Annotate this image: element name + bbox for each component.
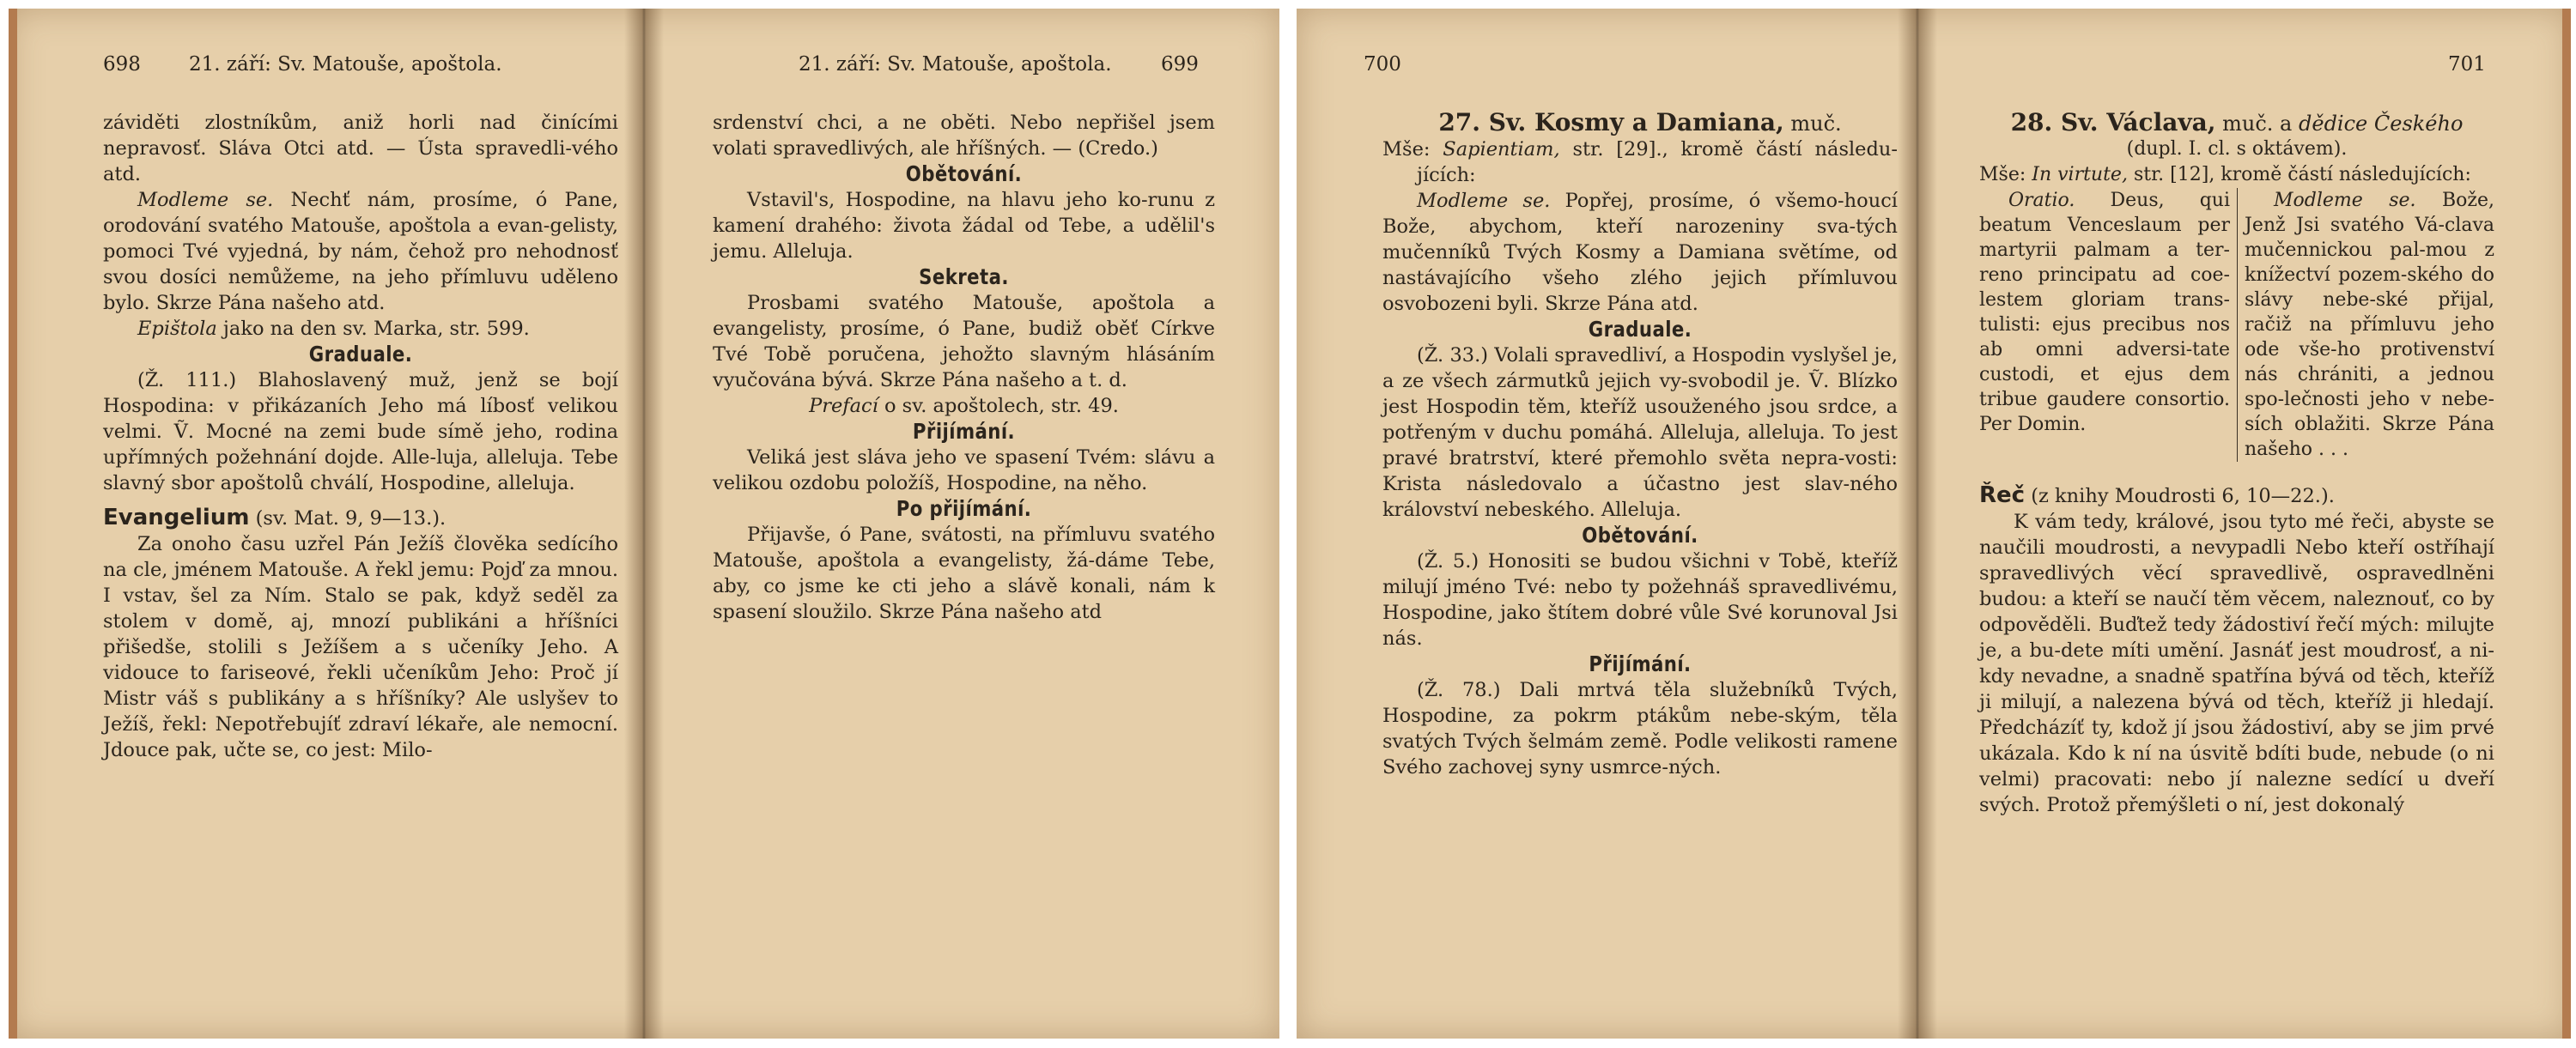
paragraph-text: Prosbami svatého Matouše, apoštola a evangelisty, prosíme, ó Pane, budiž oběť Církve Tvé Tobě poručena, jehožto slavným hlásáním vyučována bývá. Skrze Pána našeho a t. d. <box>713 292 1215 391</box>
page-number: 699 <box>1161 53 1199 76</box>
feast-date: 28. <box>2010 108 2053 136</box>
paragraph-text: Nechť nám, prosíme, ó Pane, orodování svatého Matouše, apoštola a evan-gelisty, pomoci Tvé vyjedná, by nám, čehož pro nehodnosť svou dosíci nemůžeme, na jeho přímluvu uděleno bylo. Skrze Pána našeho atd. <box>103 189 618 314</box>
paragraph-text: str. [29]., kromě částí následu-jících: <box>1417 138 1898 186</box>
paragraph <box>713 445 1215 496</box>
paragraph <box>1382 677 1898 780</box>
page-paragraphs <box>1979 482 2494 818</box>
section-heading: Sekreta. <box>919 264 1009 289</box>
paragraph-text: o sv. apoštolech, str. 49. <box>878 395 1119 417</box>
paragraph-text: (z knihy Moudrosti 6, 10—22.). <box>2025 485 2335 507</box>
paragraph <box>1382 342 1898 523</box>
feast-subtitle: dědice Českého <box>2299 112 2464 136</box>
feast-title <box>1979 110 2494 136</box>
page-698 <box>43 9 661 1039</box>
italic-lead: Modleme se. <box>1417 190 1551 212</box>
paragraph <box>1382 188 1898 317</box>
feast-title <box>1382 110 1898 136</box>
paragraph <box>103 531 618 763</box>
paragraph <box>103 505 618 531</box>
paragraph-text: (Ž. 78.) Dali mrtvá těla služebníků Tvých, Hospodine, za pokrm ptákům nebe-ským, těla svatých Tvých šelmám země. Podle velikosti ramene Svého zachovej syny usmrce-ných. <box>1382 679 1898 778</box>
paragraph <box>103 110 618 187</box>
book-edge <box>2562 9 2571 1039</box>
page-text <box>713 110 1215 625</box>
page-header <box>1936 53 2555 82</box>
feast-name: Sv. Kosmy a Damiana, <box>1488 108 1784 136</box>
feast-rank: muč. a <box>2215 112 2299 136</box>
running-title: 21. září: Sv. Matouše, apoštola. <box>189 53 502 76</box>
paragraph <box>713 522 1215 625</box>
czech-lead: Modleme se. <box>2274 190 2416 211</box>
lead-text: Mše: <box>1382 138 1443 161</box>
paragraph-text: K vám tedy, králové, jsou tyto mé řeči, abyste se naučili moudrosti, a nevypadli Nebo kteří ostříhají spravedlivých věcí spravedlivě, ospravedlněni budou: a kteří se naučí těm věcem, naleznouť, co by odpověděli. Buďtež tedy žádostiví řečí mých: milujte je, a bu-dete míti umění. Jasnáť jest moudrosť, a ni-kdy nevadne, a snadně spatřína bývá od těch, kteříž ji milují, a nalezena bývá od těch, kteříž ji hledají. Předcházíť ty, kdož jí jsou žádostiví, aby se jim prvé ukázala. Kdo k ní na úsvitě bdíti bude, nebude (o ni velmi) pracovati: nebo jí nalezne sedící u dveří svých. Protož přemýšleti o ní, jest dokonalý <box>1979 511 2494 816</box>
page-header <box>43 53 661 82</box>
section-heading: Obětování. <box>1582 523 1698 548</box>
mass-incipit: In virtute, <box>2032 164 2128 185</box>
section-heading: Přijímání. <box>912 419 1016 444</box>
paragraph-text: Vstavil's, Hospodine, na hlavu jeho ko-runu z kamení drahého: života žádal od Tebe, a udělil's jemu. Alleluja. <box>713 189 1215 263</box>
italic-lead: Sapientiam, <box>1443 138 1560 161</box>
paragraph-text: (Ž. 111.) Blahoslavený muž, jenž se bojí Hospodina: v přikázaních Jeho má líbosť velikou velmi. Ṽ. Mocné na zemi bude símě jeho, rodina upřímných požehnání dojde. Alle-luja, alleluja. Tebe slavný sbor apoštolů chválí, Hospodine, alleluja. <box>103 369 618 494</box>
paragraph-text: (Ž. 33.) Volali spravedliví, a Hospodin vyslyšel je, a ze všech zármutků jejich vy-svobodil je. Ṽ. Blízko jest Hospodin těm, kteříž usouženého jsou srdce, a potřeným v duchu pomáhá. Alleluja, alleluja. To jest pravé bratrství, které přemohlo světa nepra-vosti: Krista následovalo a účastno jest slav-ného království nebeského. Alleluja. <box>1382 344 1898 521</box>
section-heading: Obětování. <box>905 161 1023 186</box>
paragraph-text: Za onoho času uzřel Pán Ježíš člověka sedícího na cle, jménem Matouše. A řekl jemu: Pojď za mnou. I vstav, šel za Ním. Stalo se pak, když seděl za stolem v domě, aj, mnozí publikáni a hříšníci přišedše, stolili s Ježíšem a s učeníky Jeho. A vidouce to fariseové, řekli učeníkům Jeho: Proč jí Mistr váš s publikány a s hříšníky? Ale uslyšev to Ježíš, řekl: Nepotřebujíť zdraví lékaře, ale nemocní. Jdouce pak, učte se, co jest: Milo- <box>103 533 618 761</box>
paragraph <box>713 110 1215 161</box>
section-heading: Po přijímání. <box>896 496 1032 521</box>
latin-text: Deus, qui beatum Venceslaum per martyrii palmam a ter-reno principatu ad coe-lestem gloriam trans-tulisti: ejus precibus nos ab omni adversi-tate custodi, et ejus dem tribue gaudere consortio. Per Domin. <box>1979 190 2230 435</box>
latin-column <box>1979 188 2237 462</box>
book-edge <box>9 9 17 1039</box>
paragraph-text: Přijavše, ó Pane, svátosti, na přímluvu svatého Matouše, apoštola a evangelisty, žá-dáme Tebe, aby, co jsme ke cti jeho a slávě konali, nám k spasení sloužilo. Skrze Pána našeho atd <box>713 524 1215 623</box>
paragraph-text: jako na den sv. Marka, str. 599. <box>216 318 530 340</box>
paragraph <box>1979 482 2494 509</box>
page-header <box>661 53 1279 82</box>
page-700 <box>1314 9 1932 1039</box>
paragraph-text: Popřej, prosíme, ó všemo-houcí Bože, abychom, kteří narozeniny sva-tých mučenníků Tvých Kosmy a Damiana světíme, od nastávajícího všeho zlého jejich přímluvou osvobozeni byli. Skrze Pána atd. <box>1382 190 1898 315</box>
mass-note: str. [12], kromě částí následujících: <box>2127 164 2471 185</box>
feast-name: Sv. Václava, <box>2061 108 2216 136</box>
page-number: 700 <box>1364 53 1401 76</box>
book-spread-right <box>1297 9 2571 1039</box>
feast-rank-note: (dupl. I. cl. s oktávem). <box>2126 138 2348 160</box>
page-paragraphs <box>1382 136 1898 780</box>
czech-column <box>2237 188 2494 462</box>
paragraph <box>1979 509 2494 818</box>
page-701 <box>1936 9 2555 1039</box>
italic-lead: Prefací <box>809 395 878 417</box>
page-text <box>1979 110 2494 818</box>
reading-heading: Evangelium <box>103 505 250 530</box>
paragraph <box>713 290 1215 393</box>
italic-lead: Epištola <box>137 318 217 340</box>
feast-date: 27. <box>1438 108 1481 136</box>
page-text <box>103 110 618 763</box>
section-heading: Graduale. <box>308 342 413 366</box>
latin-lead: Oratio. <box>2008 190 2075 211</box>
page-header <box>1314 53 1932 82</box>
page-number: 701 <box>2448 53 2486 76</box>
italic-lead: Modleme se. <box>137 189 274 211</box>
paragraph <box>713 187 1215 264</box>
two-column-prayer <box>1979 188 2494 462</box>
czech-text: Bože, Jenž Jsi svatého Vá-clava mučennickou pal-mou z knížectví pozem-ského do slávy nebe-ské přijal, račiž na přímluvu jeho ode vše-ho protivenství nás chrániti, a jednou spo-lečnosti jeho v nebe-sích oblažiti. Skrze Pána našeho . . . <box>2245 190 2495 460</box>
paragraph <box>713 393 1215 419</box>
page-number: 698 <box>103 53 141 76</box>
book-spread-left <box>9 9 1279 1039</box>
section-heading: Graduale. <box>1588 317 1692 342</box>
running-title: 21. září: Sv. Matouše, apoštola. <box>799 53 1112 76</box>
paragraph <box>103 367 618 496</box>
paragraph-text: (Ž. 5.) Honositi se budou všichni v Tobě, kteříž milují jméno Tvé: nebo ty požehnáš spravedlivému, Hospodine, jako štítem dobré vůle Své korunoval Jsi nás. <box>1382 550 1898 650</box>
paragraph <box>103 187 618 316</box>
feast-rank: muč. <box>1783 112 1842 136</box>
page-text <box>1382 110 1898 780</box>
paragraph-text: srdenství chci, a ne oběti. Nebo nepřišel jsem volati spravedlivých, ale hříšných. — (Credo.) <box>713 112 1215 160</box>
paragraph-text: záviděti zlostníkům, aniž horli nad činícími nepravosť. Sláva Otci atd. — Ústa spravedli-vého atd. <box>103 112 618 185</box>
paragraph <box>103 316 618 342</box>
mass-label: Mše: <box>1979 164 2032 185</box>
page-699 <box>661 9 1279 1039</box>
section-heading: Přijímání. <box>1589 651 1692 676</box>
paragraph <box>1382 136 1898 188</box>
mass-line <box>1979 162 2494 188</box>
paragraph-text: (sv. Mat. 9, 9—13.). <box>249 507 447 530</box>
paragraph-text: Veliká jest sláva jeho ve spasení Tvém: slávu a velikou ozdobu položíš, Hospodine, na něho. <box>713 446 1215 494</box>
paragraph <box>1382 548 1898 651</box>
reading-heading: Řeč <box>1979 482 2026 508</box>
